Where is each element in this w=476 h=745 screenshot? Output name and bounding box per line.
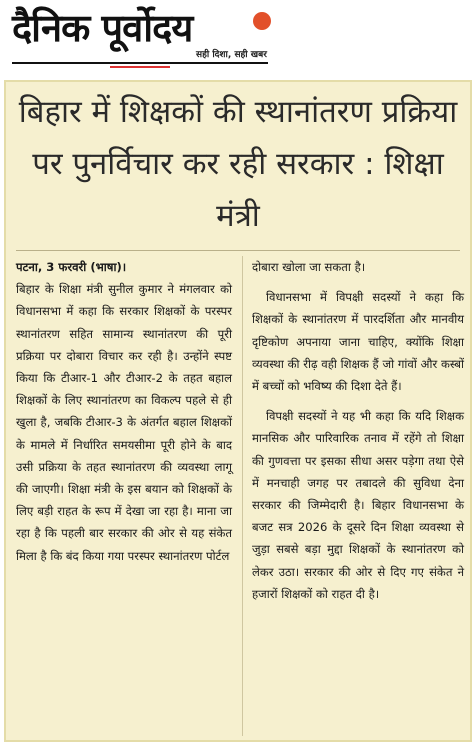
logo-dot-icon xyxy=(253,12,271,30)
paragraph-spacer xyxy=(252,397,464,405)
article-headline: बिहार में शिक्षकों की स्थानांतरण प्रक्रिया पर पुनर्विचार कर रही सरकार : शिक्षा मंत्री xyxy=(18,94,458,234)
headline-divider xyxy=(16,250,460,251)
article-column-left xyxy=(16,256,232,567)
dateline: पटना, 3 फरवरी (भाषा)। xyxy=(16,260,127,274)
article-paragraph: बिहार के शिक्षा मंत्री सुनील कुमार ने मंगलवार को विधानसभा में कहा कि सरकार शिक्षकों के परस्पर स्थानांतरण सहित सामान्य स्थानांतरण की पूरी प्रक्रिया पर दोबारा विचार कर रही है। उन्होंने स्पष्ट किया कि टीआर-1 और टीआर-2 के तहत बहाल शिक्षकों के लिए स्थानांतरण का विकल्प पहले से ही खुला है, जबकि टीआर-3 के अंतर्गत बहाल शिक्षकों के मामले में निर्धारित समयसीमा पूरी होने के बाद उसी प्रक्रिया के तहत स्थानांतरण की व्यवस्था लागू की जाएगी। शिक्षा मंत्री के इस बयान को शिक्षकों के लिए बड़ी राहत के रूप में देखा जा रहा है। माना जा रहा है कि पहली बार सरकार की ओर से यह संकेत मिला है कि बंद किया गया परस्पर स्थानांतरण पोर्टल xyxy=(16,282,232,563)
column-divider xyxy=(242,256,243,736)
masthead xyxy=(0,0,476,72)
masthead-divider xyxy=(12,62,268,64)
tagline: सही दिशा, सही खबर xyxy=(196,50,267,60)
article-paragraph: दोबारा खोला जा सकता है। xyxy=(252,260,366,274)
article-paragraph: विधानसभा में विपक्षी सदस्यों ने कहा कि शिक्षकों के स्थानांतरण में पारदर्शिता और मानवीय दृष्टिकोण अपनाया जाना चाहिए, क्योंकि शिक्षा व्यवस्था की रीढ़ वही शिक्षक हैं जो गांवों और कस्बों में बच्चों को भविष्य की दिशा देते हैं। xyxy=(252,290,464,394)
paragraph-spacer xyxy=(252,278,464,286)
newspaper-logo: दैनिक पूर्वोदय xyxy=(12,6,193,50)
masthead-accent-line xyxy=(110,66,170,68)
article-paragraph: विपक्षी सदस्यों ने यह भी कहा कि यदि शिक्षक मानसिक और पारिवारिक तनाव में रहेंगे तो शिक्षा की गुणवत्ता पर इसका सीधा असर पड़ेगा तथा ऐसे में मनचाही जगह पर तबादले की सुविधा देना सरकार की जिम्मेदारी है। बिहार विधानसभा के बजट सत्र 2026 के दूसरे दिन शिक्षा व्यवस्था से जुड़ा सबसे बड़ा मुद्दा शिक्षकों के स्थानांतरण को लेकर उठा। सरकार की ओर से दिए गए संकेत ने हजारों शिक्षकों को राहत दी है। xyxy=(252,409,464,601)
article-box xyxy=(4,80,472,742)
article-column-right xyxy=(252,256,464,605)
